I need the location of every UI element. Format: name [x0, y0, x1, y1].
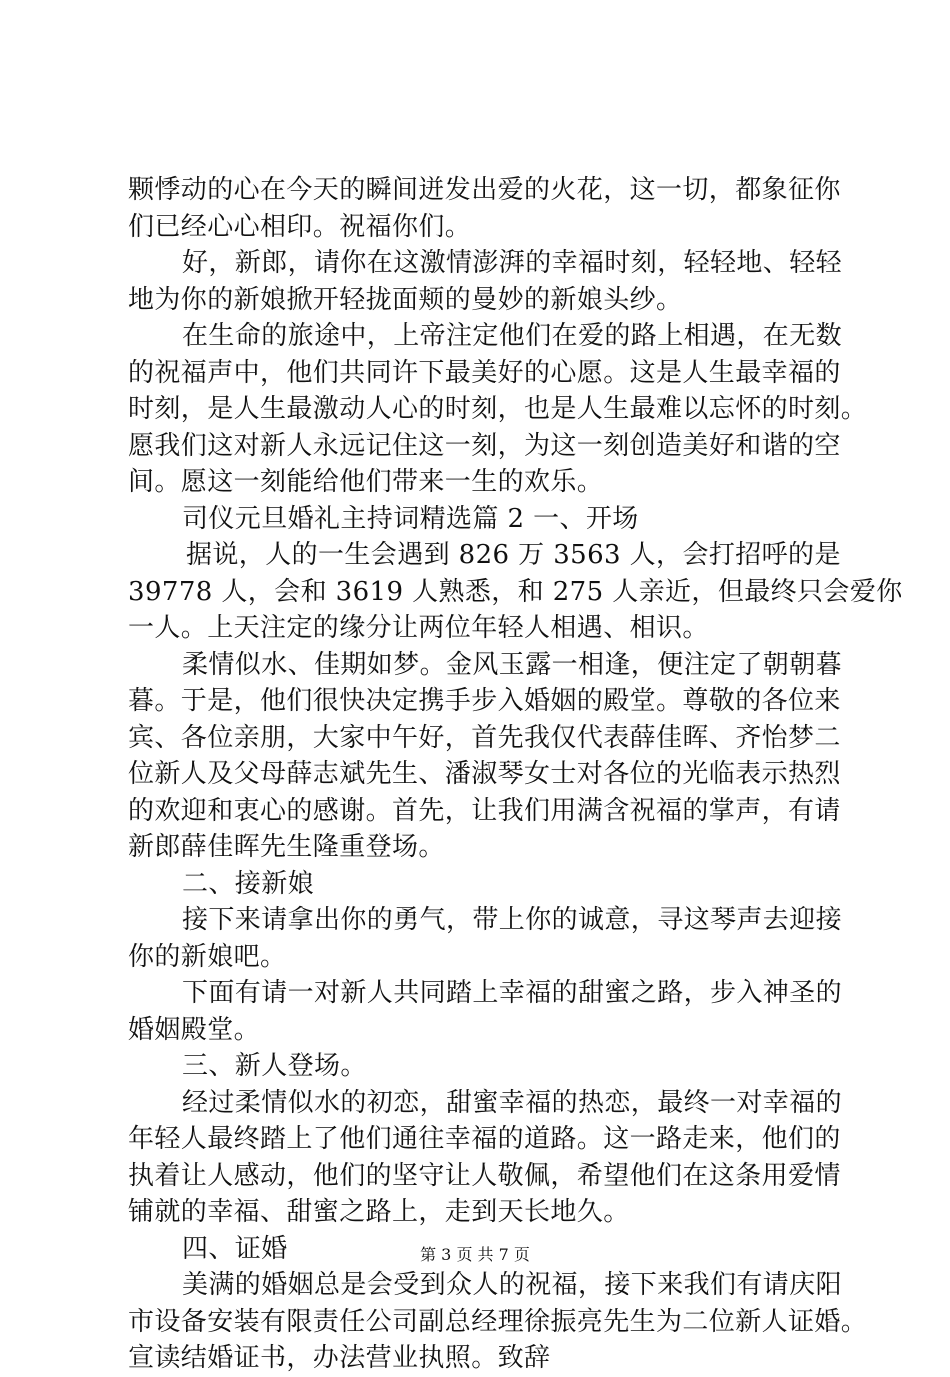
page-number-footer: 第 3 页 共 7 页 [420, 1245, 530, 1264]
text-line: 位新人及父母薛志斌先生、潘淑琴女士对各位的光临表示热烈 [128, 759, 841, 789]
text-line: 们已经心心相印。祝福你们。 [128, 211, 472, 242]
text-line: 宾、各位亲朋，大家中午好，首先我仅代表薛佳晖、齐怡梦二 [128, 722, 841, 753]
text-line: 铺就的幸福、甜蜜之路上，走到天长地久。 [128, 1197, 630, 1227]
text-line: 美满的婚姻总是会受到众人的祝福，接下来我们有请庆阳 [182, 1270, 843, 1300]
text-line: 的祝福声中，他们共同许下最美好的心愿。这是人生最幸福的 [128, 357, 841, 388]
text-line: 39778 人，会和 3619 人熟悉，和 275 人亲近，但最终只会爱你 [128, 576, 903, 607]
text-line: 柔情似水、佳期如梦。金风玉露一相逢，便注定了朝朝暮 [182, 649, 843, 680]
text-line: 执着让人感动，他们的坚守让人敬佩，希望他们在这条用爱情 [128, 1160, 841, 1191]
text-line: 经过柔情似水的初恋，甜蜜幸福的热恋，最终一对幸福的 [182, 1087, 843, 1118]
document-body [128, 172, 903, 1377]
text-line: 市设备安装有限责任公司副总经理徐振亮先生为二位新人证婚。 [128, 1306, 868, 1337]
text-line: 宣读结婚证书，办法营业执照。致辞 [128, 1343, 551, 1373]
section-heading: 司仪元旦婚礼主持词精选篇 2 一、开场 [182, 503, 639, 534]
text-line: 好，新郎，请你在这激情澎湃的幸福时刻，轻轻地、轻轻 [182, 248, 843, 278]
text-line: 在生命的旅途中，上帝注定他们在爱的路上相遇，在无数 [182, 321, 843, 351]
text-line: 地为你的新娘掀开轻拢面颊的曼妙的新娘头纱。 [128, 284, 683, 315]
text-line: 时刻，是人生最激动人心的时刻，也是人生最难以忘怀的时刻。 [128, 394, 868, 424]
text-line: 的欢迎和衷心的感谢。首先，让我们用满含祝福的掌声，有请 [128, 795, 841, 826]
text-line: 暮。于是，他们很快决定携手步入婚姻的殿堂。尊敬的各位来 [128, 686, 841, 716]
text-line: 你的新娘吧。 [128, 941, 287, 972]
text-line: 据说，人的一生会遇到 826 万 3563 人，会打招呼的是 [186, 540, 841, 570]
text-line: 年轻人最终踏上了他们通往幸福的道路。这一路走来，他们的 [128, 1124, 841, 1154]
text-line: 新郎薛佳晖先生隆重登场。 [128, 832, 445, 862]
text-line: 愿我们这对新人永远记住这一刻，为这一刻创造美好和谐的空 [128, 430, 841, 461]
section-heading: 四、证婚 [182, 1233, 288, 1264]
text-line: 婚姻殿堂。 [128, 1014, 261, 1045]
text-line: 下面有请一对新人共同踏上幸福的甜蜜之路，步入神圣的 [182, 978, 843, 1008]
text-line: 间。愿这一刻能给他们带来一生的欢乐。 [128, 467, 604, 497]
section-heading: 三、新人登场。 [182, 1051, 367, 1081]
text-line: 接下来请拿出你的勇气，带上你的诚意，寻这琴声去迎接 [182, 905, 843, 935]
section-heading: 二、接新娘 [182, 868, 315, 899]
text-line: 颗悸动的心在今天的瞬间迸发出爱的火花，这一切，都象征你 [128, 175, 841, 205]
text-line: 一人。上天注定的缘分让两位年轻人相遇、相识。 [128, 613, 709, 643]
